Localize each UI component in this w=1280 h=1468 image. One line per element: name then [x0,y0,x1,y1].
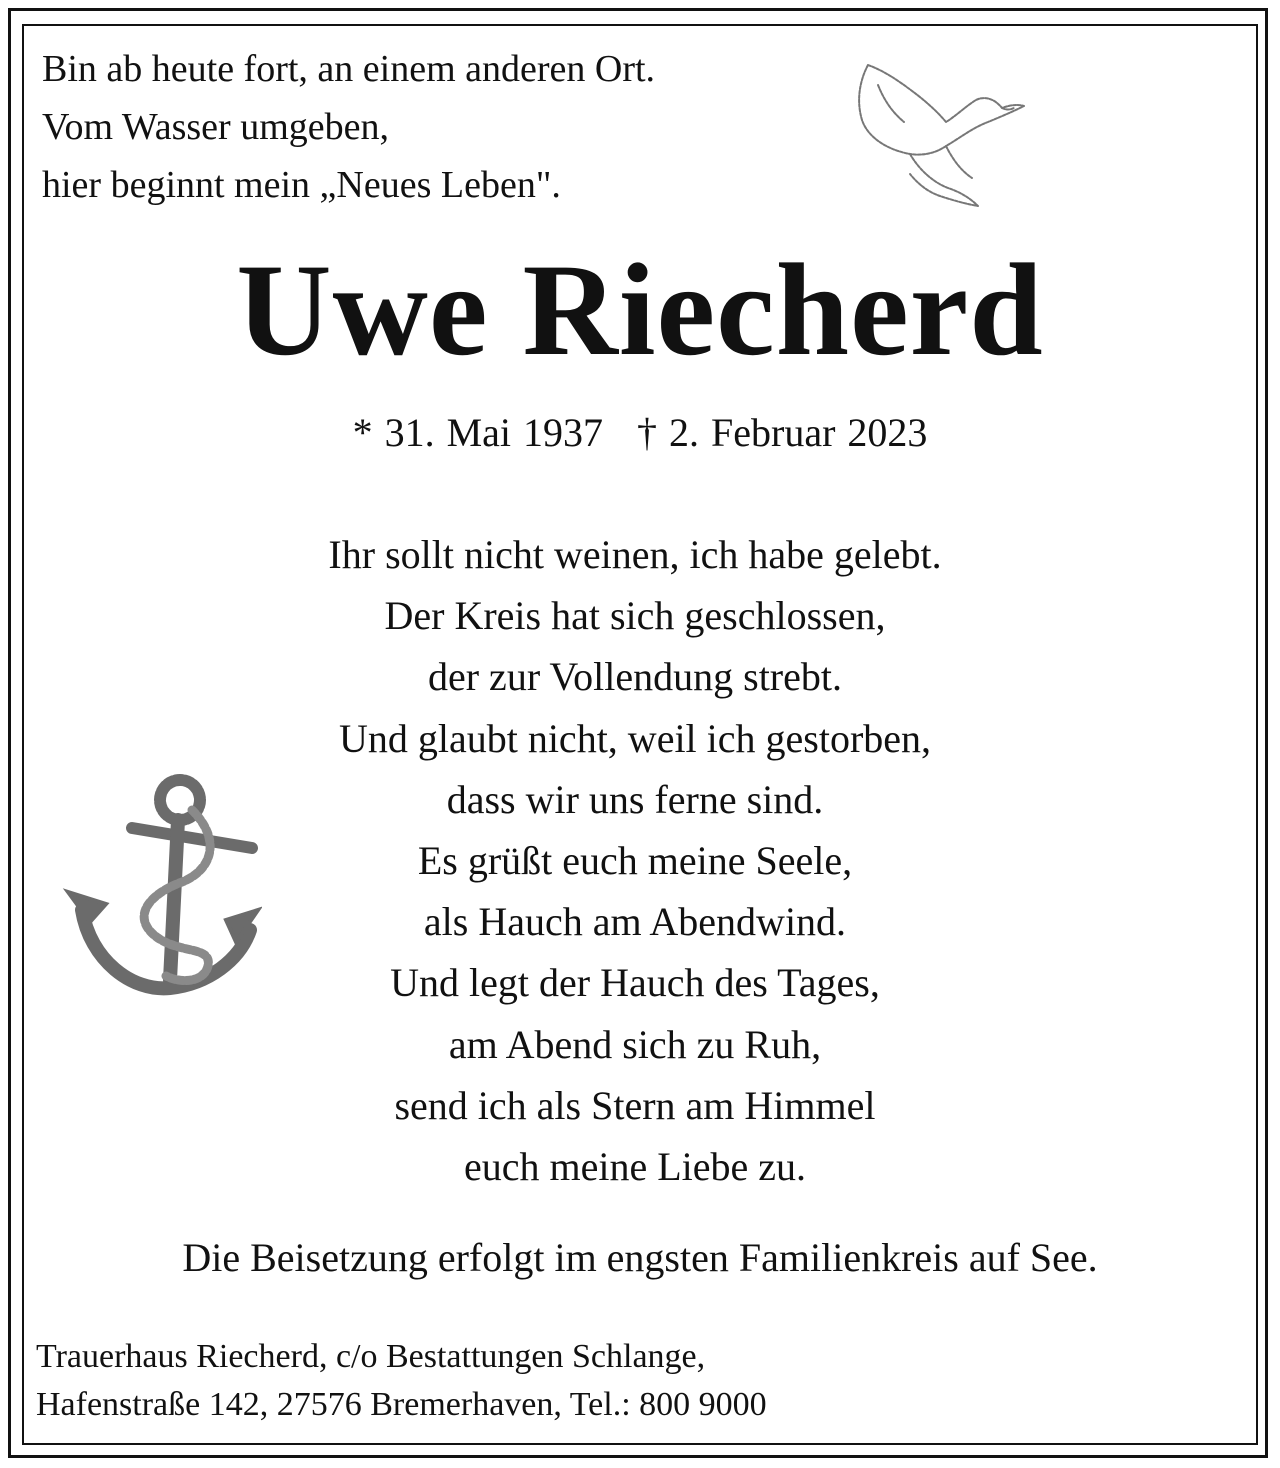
address-line: Trauerhaus Riecherd, c/o Bestattungen Schlange, [36,1338,706,1375]
poem-line: Ihr sollt nicht weinen, ich habe gelebt. [328,532,942,577]
poem-line: am Abend sich zu Ruh, [448,1021,822,1067]
intro-line: hier beginnt mein „Neues Leben". [42,164,561,206]
life-dates [0,405,1280,461]
intro-line: Bin ab heute fort, an einem anderen Ort. [42,48,656,90]
poem-line: als Hauch am Abendwind. [423,899,847,945]
death-date: † 2. Februar 2023 [637,410,928,455]
burial-notice: Die Beisetzung erfolgt im engsten Familienkreis auf See. [182,1235,1098,1280]
address-block [36,1333,767,1429]
address-line: Hafenstraße 142, 27576 Bremerhaven, Tel.: 800 9000 [36,1386,767,1423]
dove-icon [848,50,1028,210]
birth-date: * 31. Mai 1937 [352,410,604,455]
poem-line: Und glaubt nicht, weil ich gestorben, [338,715,932,761]
poem-line: Es grüßt euch meine Seele, [417,838,853,884]
poem-line: Und legt der Hauch des Tages, [390,960,880,1006]
poem-line: der zur Vollendung strebt. [427,654,842,700]
poem-line: Der Kreis hat sich geschlossen, [384,593,886,639]
poem-line: dass wir uns ferne sind. [446,776,824,822]
poem-line: euch meine Liebe zu. [463,1144,807,1190]
intro-verse [42,40,655,214]
intro-line: Vom Wasser umgeben, [42,106,389,148]
poem [0,524,1270,1197]
deceased-name: Uwe Riecherd [236,236,1044,383]
poem-line: send ich als Stern am Himmel [394,1082,876,1128]
